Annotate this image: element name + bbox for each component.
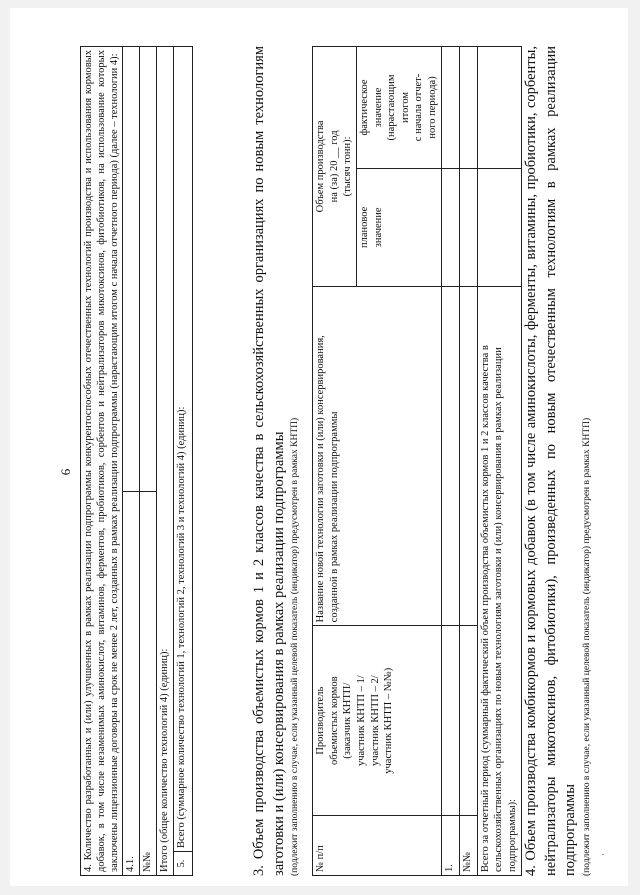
row-4-1-value (123, 47, 140, 492)
row-1-plan (441, 168, 459, 286)
page-number: 6 (58, 468, 73, 476)
column-technology-header: Название новой технологии заготовки и (или) консервирования, созданной в рамках реализации подпрограммы (313, 286, 442, 626)
document-sheet (10, 8, 628, 886)
section-3-note: (подлежит заполнению в случае, если указанный целевой показатель (индикатор) предусмотрен в рамках КНТП) (290, 417, 301, 876)
forage-volume-total-actual (477, 47, 521, 169)
forage-volume-total: Всего за отчетный период (суммарный фактический объем производства объемистых кормов 1 и 2 классов качества в сельскохозяйственных организациях по новым технологиям заготовки и (или) консервирования в рамках реализации подпрограммы): (477, 286, 521, 875)
technologies-4-total: Итого (общее количество технологий 4) (единиц): (157, 47, 174, 876)
row-nn-producer (459, 626, 477, 816)
column-producer-header: Производитель объемистых кормов (заказчик КНТП/ участник КНТП – 1/ участник КНТП – 2/ участник КНТП – №№) (313, 626, 442, 816)
rotated-page-content (50, 46, 610, 876)
row-nn-plan (459, 168, 477, 286)
column-number-header: № п/п (313, 816, 442, 876)
row-nn-actual (459, 47, 477, 169)
section-3-heading (250, 46, 302, 876)
technologies-4-description: 4. Количество разработанных и (или) улучшенных в рамках реализации подпрограммы конкурентоспособных отечественных технологий производства и использования кормовых добавок, в том числе незаменимых аминокислот, витаминов, ферментов, пробиотиков, сорбентов и нейтрализаторов микотоксинов, фитобиотиков, на использование которых заключены лицензионные договоры на срок не менее 2 лет, созданных в рамках реализации подпрограммы (нарастающим итогом с начала отчетного периода) (далее – технологии 4): (81, 47, 123, 876)
margin-mark: · (598, 853, 608, 856)
row-nn: №№ (140, 492, 157, 876)
row-nn-value (140, 47, 157, 492)
technologies-4-table (80, 46, 193, 876)
row-nn-number: №№ (459, 816, 477, 876)
row-5-text: Всего (суммарное количество технологий 1, технологий 2, технологий 3 и технологий 4) (единиц): (174, 47, 193, 852)
forage-volume-table (312, 46, 522, 876)
section-4-note: (подлежит заполнению в случае, если указанный целевой показатель (индикатор) предусмотрен в рамках КНТП) (581, 417, 592, 876)
column-volume-header: Объем производства на (за) 20 __ год (тысяч тонн): (313, 47, 357, 287)
forage-volume-total-plan (477, 168, 521, 286)
section-4-title: 4. Объем производства комбикормов и кормовых добавок (в том числе аминокислоты, ферменты, витамины, пробиотики, сорбенты, нейтрализаторы микотоксинов, фитобиотики), произведенных по новым отечественным технологиям в рамках реализации подпрограммы (523, 46, 579, 876)
row-5-number: 5. (174, 852, 193, 876)
column-actual-value-header: фактическое значение (нарастающим итогом с начала отчет- ного периода) (356, 47, 441, 169)
row-4-1: 4.1. (123, 492, 140, 876)
row-1-producer (441, 626, 459, 816)
section-3-title: 3. Объем производства объемистых кормов 1 и 2 классов качества в сельскохозяйственных организациях по новым технологиям заготовки и (или) консервирования в рамках реализации подпрограммы (251, 46, 287, 876)
row-nn-technology (459, 286, 477, 626)
row-1-actual (441, 47, 459, 169)
row-1-number: 1. (441, 816, 459, 876)
row-1-technology (441, 286, 459, 626)
section-4-heading (522, 46, 594, 876)
column-plan-value-header: плановое значение (356, 168, 441, 286)
